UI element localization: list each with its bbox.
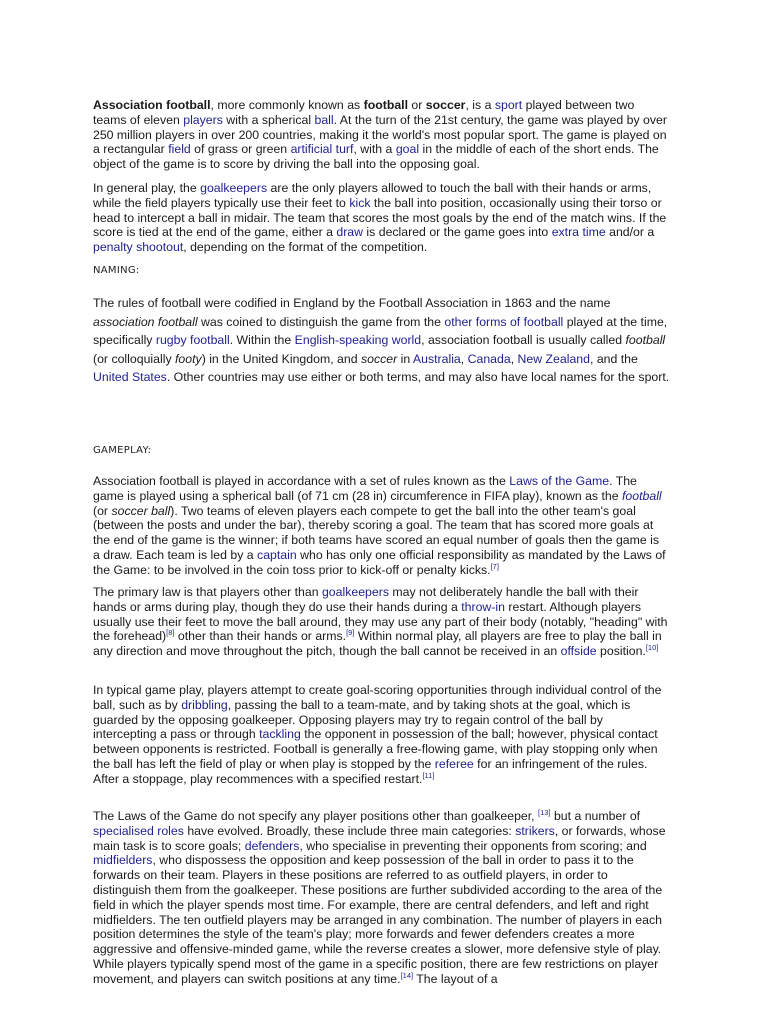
- link-other-forms-of-football[interactable]: other forms of football: [444, 314, 564, 329]
- link-offside[interactable]: offside: [560, 644, 597, 659]
- reference-11[interactable]: [11]: [422, 770, 435, 780]
- link-goalkeepers[interactable]: goalkeepers: [200, 181, 268, 195]
- reference-14[interactable]: [14]: [400, 970, 414, 980]
- link-field[interactable]: field: [168, 142, 191, 157]
- link-artificial-turf[interactable]: artificial turf: [290, 142, 354, 157]
- link-extra-time[interactable]: extra time: [551, 225, 606, 240]
- link-canada[interactable]: Canada: [467, 351, 511, 366]
- link-players[interactable]: players: [183, 112, 223, 127]
- link-united-states[interactable]: United States: [93, 370, 167, 384]
- link-specialised-roles[interactable]: specialised roles: [93, 823, 184, 838]
- link-kick[interactable]: kick: [349, 195, 371, 210]
- link-defenders[interactable]: defenders: [244, 838, 300, 853]
- link-football[interactable]: football: [622, 488, 662, 503]
- intro-paragraph-2: In general play, the goalkeepers are the only players allowed to touch the ball with their hands or arms, while the field players typically use their feet to kick the ball into position, occasionally using their torso or head to intercept a ball in midair. The team that scores the most goals by the end of the match wins. If the score is tied at the end of the game, either a draw is declared or the game goes into extra time and/or a penalty shootout, depending on the format of the competition.: [93, 181, 667, 255]
- link-referee[interactable]: referee: [434, 756, 474, 771]
- intro-paragraph-1: Association football, more commonly known as football or soccer, is a sport played between two teams of eleven players with a spherical ball. At the turn of the 21st century, the game was played by over 250 million players in over 200 countries, making it the world's most popular sport. The game is played on a rectangular field of grass or green artificial turf, with a goal in the middle of each of the short ends. The object of the game is to score by driving the ball into the opposing goal.: [93, 98, 667, 172]
- link-laws-of-the-game[interactable]: Laws of the Game: [509, 474, 610, 488]
- link-strikers[interactable]: strikers: [515, 823, 555, 838]
- link-goal[interactable]: goal: [395, 142, 420, 157]
- link-sport[interactable]: sport: [494, 98, 523, 112]
- reference-9[interactable]: [9]: [346, 628, 355, 638]
- section-heading-gameplay: GAMEPLAY:: [93, 445, 152, 456]
- link-tackling[interactable]: tackling: [259, 727, 301, 742]
- naming-paragraph: The rules of football were codified in England by the Football Association in 1863 and the name association football was coined to distinguish the game from the other forms of football played at the time, specifically rugby football. Within the English-speaking world, association football is usually called football (or colloquially footy) in the United Kingdom, and soccer in Australia, Canada, New Zealand, and the United States. Other countries may use either or both terms, and may also have local names for the sport.: [93, 296, 670, 384]
- gameplay-paragraph-2: The primary law is that players other than goalkeepers may not deliberately handle the ball with their hands or arms during play, though they do use their hands during a throw-in restart. Although players usually use their feet to move the ball around, they may use any part of their body (notably, "heading" with the forehead)[8] other than their hands or arms.[9] Within normal play, all players are free to play the ball in any direction and move throughout the pitch, though the ball cannot be received in an offside position.[10]: [93, 585, 668, 659]
- gameplay-paragraph-3: In typical game play, players attempt to create goal-scoring opportunities through individual control of the ball, such as by dribbling, passing the ball to a team-mate, and by taking shots at the goal, which is guarded by the opposing goalkeeper. Opposing players may try to regain control of the ball by intercepting a pass or through tackling the opponent in possession of the ball; however, physical contact between opponents is restricted. Football is generally a free-flowing game, with play stopping only when the ball has left the field of play or when play is stopped by the referee for an infringement of the rules. After a stoppage, play recommences with a specified restart.[11]: [93, 683, 662, 786]
- term-soccer: soccer: [425, 98, 466, 112]
- reference-10[interactable]: [10]: [645, 643, 659, 653]
- link-captain[interactable]: captain: [257, 547, 297, 562]
- link-midfielders[interactable]: midfielders: [93, 853, 153, 868]
- term-football: football: [363, 98, 409, 112]
- reference-7[interactable]: [7]: [490, 561, 499, 571]
- link-penalty-shootout[interactable]: penalty shootout: [93, 240, 184, 255]
- reference-13[interactable]: [13]: [538, 807, 551, 817]
- term-association-football: Association football: [93, 98, 211, 112]
- gameplay-paragraph-1: Association football is played in accordance with a set of rules known as the Laws of the Game. The game is played using a spherical ball (of 71 cm (28 in) circumference in FIFA play), known as the football (or soccer ball). Two teams of eleven players each compete to get the ball into the other team's goal (between the posts and under the bar), thereby scoring a goal. The team that has scored more goals at the end of the game is the winner; if both teams have scored an equal number of goals then the game is a draw. Each team is led by a captain who has only one official responsibility as mandated by the Laws of the Game: to be involved in the coin toss prior to kick-off or penalty kicks.[7]: [93, 474, 666, 577]
- link-new-zealand[interactable]: New Zealand: [517, 351, 590, 366]
- link-throw-in[interactable]: throw-in: [461, 599, 505, 614]
- gameplay-paragraph-4: The Laws of the Game do not specify any player positions other than goalkeeper, [13] but a number of specialised roles have evolved. Broadly, these include three main categories: strikers, or forwards, whose main task is to score goals; defenders, who specialise in preventing their opponents from scoring; and midfielders, who dispossess the opposition and keep possession of the ball in order to pass it to the forwards on their team. Players in these positions are referred to as outfield players, in order to distinguish them from the goalkeeper. These positions are further subdivided according to the area of the field in which the player spends most time. For example, there are central defenders, and left and right midfielders. The ten outfield players may be arranged in any combination. The number of players in each position determines the style of the team's play; more forwards and fewer defenders creates a more aggressive and offensive-minded game, while the reverse creates a slower, more defensive style of play. While players typically spend most of the game in a specific position, there are few restrictions on player movement, and players can switch positions at any time.[14] The layout of a: [93, 807, 666, 986]
- link-australia[interactable]: Australia: [412, 351, 461, 366]
- reference-8[interactable]: [8]: [166, 628, 175, 638]
- section-heading-naming: NAMING:: [93, 265, 140, 276]
- link-english-speaking-world[interactable]: English-speaking world: [294, 333, 422, 347]
- link-goalkeepers-2[interactable]: goalkeepers: [321, 585, 389, 599]
- link-dribbling[interactable]: dribbling: [181, 697, 228, 712]
- link-draw[interactable]: draw: [336, 225, 364, 240]
- link-rugby-football[interactable]: rugby football: [155, 333, 230, 347]
- link-ball[interactable]: ball: [314, 112, 334, 127]
